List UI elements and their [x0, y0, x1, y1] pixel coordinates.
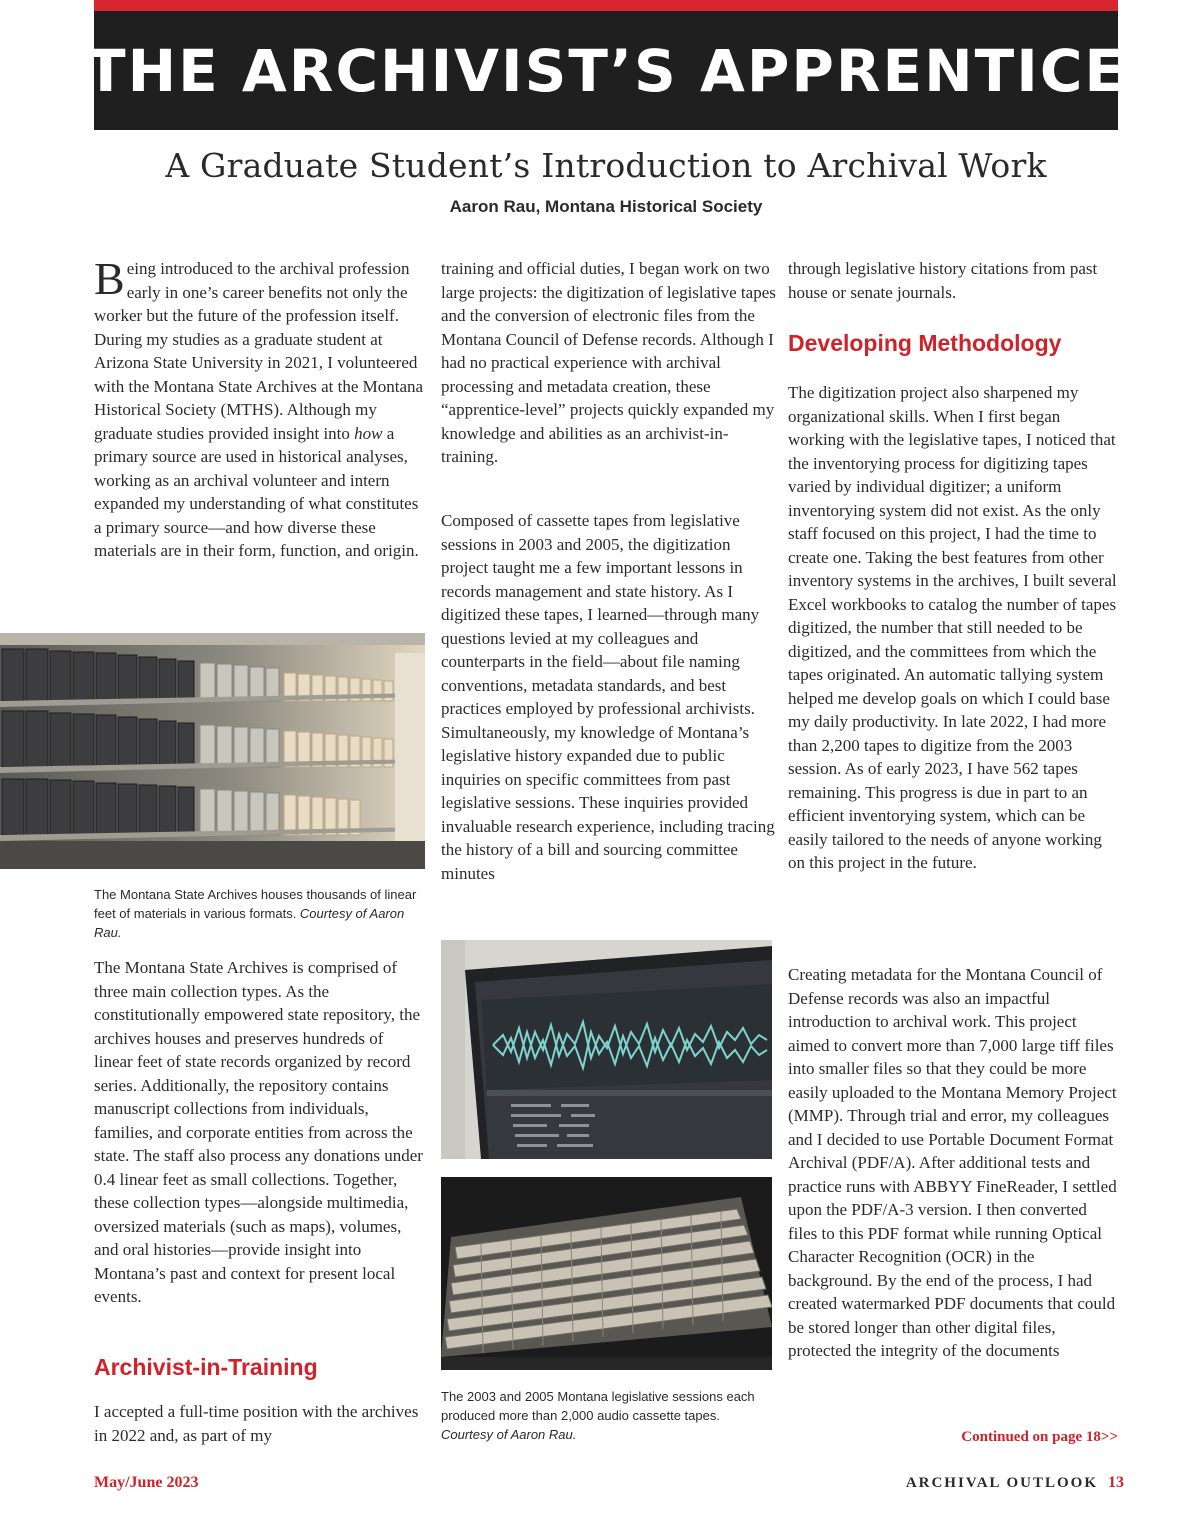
article-subtitle: A Graduate Student’s Introduction to Archival Work [165, 146, 1047, 185]
intro-paragraph: Being introduced to the archival profession early in one’s career benefits not only the worker but the future of the profession itself. During my studies as a graduate student at Arizona State University in 2021, I volunteered with the Montana State Archives at the Montana Historical Society (MTHS). Although my graduate studies provided insight into how a primary source are used in historical analyses, working as an archival volunteer and intern expanded my understanding of what constitutes a primary source—and how diverse these materials are in their form, function, and origin. [94, 253, 424, 560]
archive-shelves-photo [0, 633, 425, 869]
page-title: THE ARCHIVIST’S APPRENTICE [86, 36, 1127, 105]
title-banner [86, 11, 1127, 130]
cassette-paragraph: Composed of cassette tapes from legislative sessions in 2003 and 2005, the digitization project taught me a few important lessons in records management and state history. As I digitized these tapes, I learned—through many questions levied at my colleagues and counterparts in the field—about file naming conventions, metadata standards, and best practices employed by professional archivists. Simultaneously, my knowledge of Montana’s legislative history expanded due to public inquiries on specific committees from past legislative sessions. These inquiries provided invaluable research experience, including tracing the history of a bill and sourcing committee minutes [441, 511, 775, 883]
audio-waveform-photo [441, 940, 772, 1159]
continued-link[interactable]: Continued on page 18>> [961, 1429, 1118, 1445]
cassette-tapes-photo [441, 1177, 772, 1370]
drop-cap: B [94, 253, 125, 304]
article-byline: Aaron Rau, Montana Historical Society [449, 197, 763, 216]
top-accent-bar [94, 0, 1118, 11]
projects-paragraph: training and official duties, I began work on two large projects: the digitization of legislative tapes and the conversion of electronic files from the Montana Council of Defense records. Although I had no practical experience with archival processing and metadata creation, these “apprentice-level” projects quickly expanded my knowledge and abilities as an archivist-in-training. [441, 259, 776, 466]
cassette-photo-caption: The 2003 and 2005 Montana legislative sessions each produced more than 2,000 audio cassette tapes. Courtesy of Aaron Rau. [441, 1389, 755, 1442]
methodology-paragraph: The digitization project also sharpened my organizational skills. When I first began working with the legislative tapes, I noticed that the inventorying process for digitizing tapes varied by individual digitizer; a uniform inventorying system did not exist. As the only staff focused on this project, I had the time to create one. Taking the best features from other inventory systems in the archives, I built several Excel workbooks to catalog the number of tapes digitized, the number that still needed to be digitized, and the committees from which the tapes originated. An automatic tallying system helped me develop goals on which I could base my daily productivity. In late 2022, I had more than 2,200 tapes to digitize from the 2003 session. As of early 2023, I have 562 tapes remaining. This progress is due in part to an efficient inventorying system, which can be easily tailored to the needs of anyone working on this project in the future. [788, 383, 1117, 872]
section-heading-developing-methodology: Developing Methodology [788, 330, 1062, 356]
page-number: 13 [1108, 1474, 1124, 1491]
publication-footer [906, 1474, 1124, 1492]
metadata-paragraph: Creating metadata for the Montana Council of Defense records was also an impactful introduction to archival work. This project aimed to convert more than 7,000 large tiff files into smaller files so that they could be more easily uploaded to the Montana Memory Project (MMP). Through trial and error, my colleagues and I decided to use Portable Document Format Archival (PDF/A). After additional tests and practice runs with ABBYY FineReader, I settled upon the PDF/A-3 version. I then converted files to this PDF format while running Optical Character Recognition (OCR) in the background. By the end of the process, I had created watermarked PDF documents that could be stored longer than other digital files, protected the integrity of the documents [788, 965, 1117, 1360]
shelves-photo-caption: The Montana State Archives houses thousands of linear feet of materials in various formats. Courtesy of Aaron Rau. [94, 887, 417, 940]
citations-paragraph: through legislative history citations from past house or senate journals. [788, 259, 1098, 302]
collection-types-paragraph: The Montana State Archives is comprised of three main collection types. As the constitutionally empowered state repository, the archives houses and preserves hundreds of linear feet of state records organized by record series. Additionally, the repository contains manuscript collections from individuals, families, and corporate entities from across the state. The staff also process any donations under 0.4 linear feet as small collections. Together, these collection types—alongside multimedia, oversized materials (such as maps), volumes, and oral histories—provide insight into Montana’s past and context for present local events. [94, 958, 423, 1306]
issue-date: May/June 2023 [94, 1474, 199, 1491]
publication-name: ARCHIVAL OUTLOOK [905, 1475, 1098, 1491]
section-heading-archivist-in-training: Archivist-in-Training [94, 1354, 318, 1380]
position-paragraph: I accepted a full-time position with the archives in 2022 and, as part of my [94, 1402, 419, 1445]
